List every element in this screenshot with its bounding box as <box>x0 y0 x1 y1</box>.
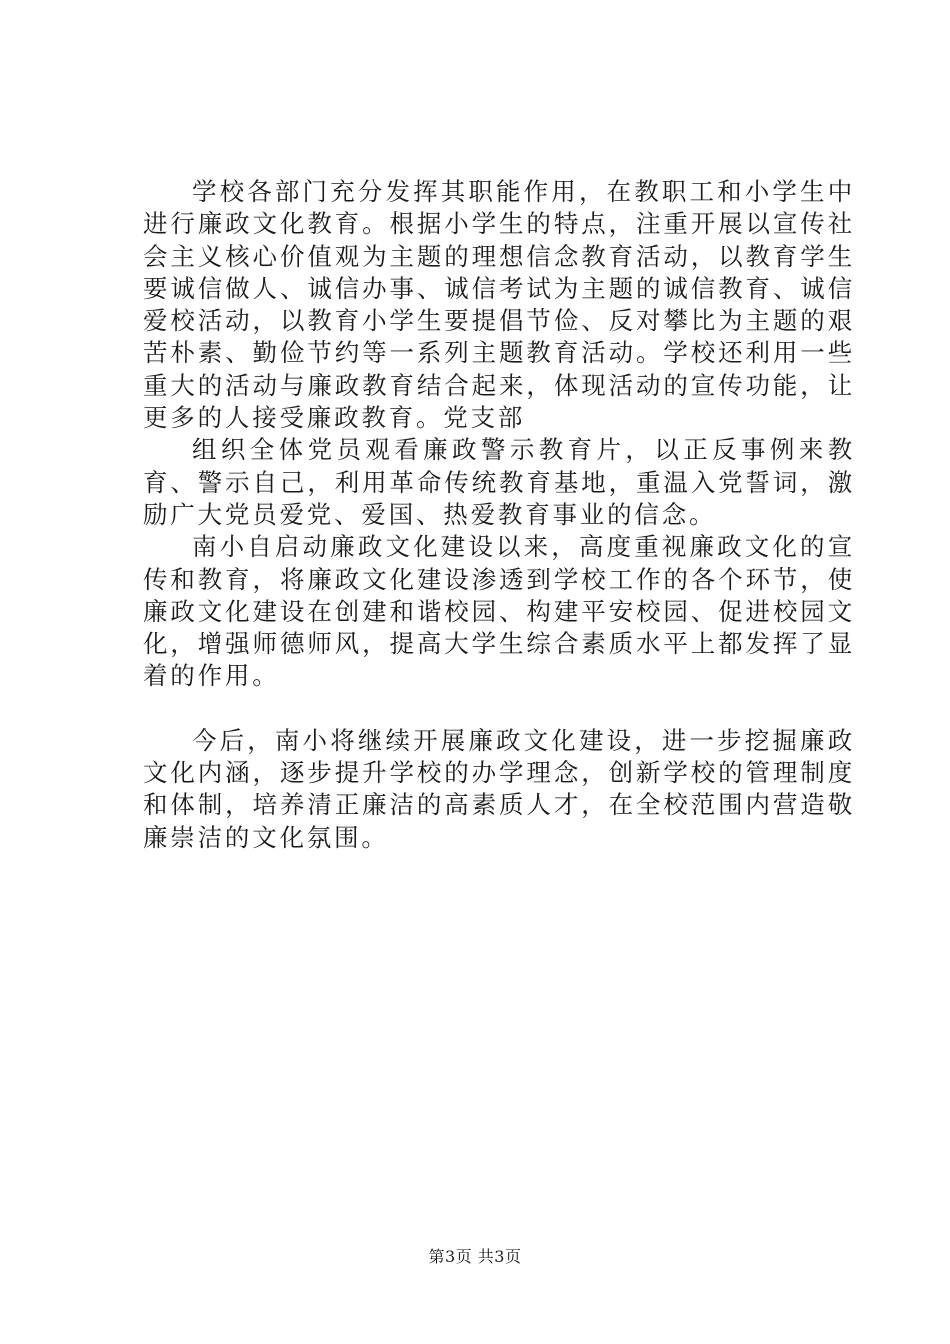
paragraph-school-departments: 学校各部门充分发挥其职能作用，在教职工和小学生中进行廉政文化教育。根据小学生的特点，注重开展以宣传社会主义核心价值观为主题的理想信念教育活动，以教育学生要诚信做人、诚信办事、诚信考试为主题的诚信教育、诚信爱校活动，以教育小学生要提倡节俭、反对攀比为主题的艰苦朴素、勤俭节约等一系列主题教育活动。学校还利用一些重大的活动与廉政教育结合起来，体现活动的宣传功能，让更多的人接受廉政教育。党支部 <box>143 177 855 433</box>
page-number-footer: 第3页 共3页 <box>428 1247 522 1266</box>
document-body <box>143 176 855 854</box>
paragraph-culture-construction: 南小自启动廉政文化建设以来，高度重视廉政文化的宣传和教育，将廉政文化建设渗透到学校工作的各个环节，使廉政文化建设在创建和谐校园、构建平安校园、促进校园文化，增强师德师风，提高大学生综合素质水平上都发挥了显着的作用。 <box>143 532 855 691</box>
paragraph-party-members: 组织全体党员观看廉政警示教育片，以正反事例来教育、警示自己，利用革命传统教育基地，重温入党誓词，激励广大党员爱党、爱国、热爱教育事业的信念。 <box>143 435 855 529</box>
paragraph-future-plans: 今后，南小将继续开展廉政文化建设，进一步挖掘廉政文化内涵，逐步提升学校的办学理念，创新学校的管理制度和体制，培养清正廉洁的高素质人才，在全校范围内营造敬廉崇洁的文化氛围。 <box>143 725 855 852</box>
